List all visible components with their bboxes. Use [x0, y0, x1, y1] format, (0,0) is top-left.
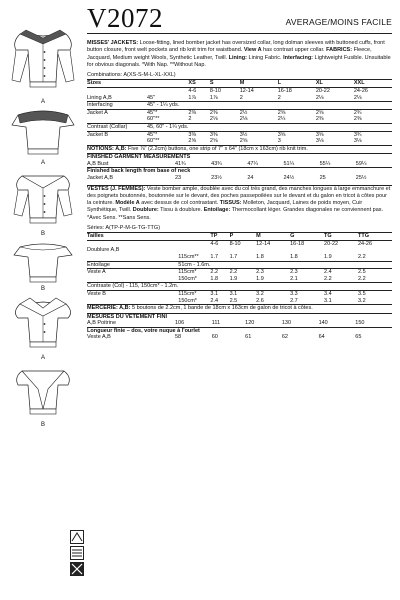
table-cell — [147, 320, 175, 327]
jacket-view-a-collar-sketch — [8, 296, 78, 361]
difficulty-label: AVERAGE/MOINS FACILE — [285, 17, 392, 27]
table-cell: 65 — [355, 334, 362, 341]
table-row — [87, 109, 392, 116]
table-cell — [188, 124, 210, 132]
fold-icons — [70, 530, 84, 578]
table-cell: 3 — [277, 138, 281, 145]
table-cell: 3.1 — [324, 297, 332, 304]
table-cell: 1⅞ — [209, 94, 218, 101]
table-cell: 60 — [211, 334, 218, 341]
table-cell: 2 — [277, 94, 281, 101]
table-cell — [87, 276, 178, 283]
table-cell — [256, 247, 290, 254]
table-row — [87, 247, 392, 254]
sketch-label: A — [40, 99, 45, 105]
table-cell — [316, 124, 354, 132]
table-cell: 3.5 — [358, 291, 392, 298]
table-cell: 20-22 — [315, 88, 330, 95]
entoilage-text: Thermocollant léger. Grandes diagonales ne conviennent pas. *Avec Sens. **Sans Sens. — [87, 207, 384, 221]
view-a-text: has contrast upper collar. — [261, 47, 325, 54]
table-cell: 3⅜ — [188, 131, 210, 138]
table-cell: 2.3 — [290, 269, 324, 276]
table-row — [87, 161, 392, 168]
table-cell: 140 — [318, 320, 328, 327]
table-cell — [278, 124, 316, 132]
table-cell: 60"** — [147, 116, 160, 123]
table-cell: P — [230, 233, 257, 241]
table-cell — [358, 247, 392, 254]
fold-icon-3 — [70, 562, 84, 576]
french-mercerie — [87, 304, 392, 312]
tissus-text: Molleton, Jacquard, Laines de poids moyen, Cuir Synthétique, Twill. — [87, 200, 363, 214]
table-cell: 25 — [319, 174, 326, 181]
table-cell: 60"** — [147, 138, 160, 145]
table-cell: M — [256, 233, 290, 241]
table-cell — [324, 261, 358, 269]
table-cell — [240, 102, 278, 110]
table-cell — [230, 261, 257, 269]
table-cell: 2½ — [240, 109, 278, 116]
table-cell: Finished back length from base of neck — [87, 168, 392, 175]
table-row — [87, 283, 392, 291]
jacket-view-b-back-sketch — [8, 241, 78, 292]
table-cell: A,B Poitrine — [87, 320, 117, 327]
table-row — [87, 240, 392, 247]
table-cell: 2.2 — [210, 269, 229, 276]
model-a-text: avec dessus de col contrastant. — [139, 200, 219, 207]
lining-text: Lining Fabric. — [246, 54, 282, 61]
table-cell: XS — [188, 80, 210, 88]
table-cell: Jacket A — [87, 109, 147, 116]
table-cell: 2⅛ — [239, 116, 248, 123]
table-cell: 2.4 — [210, 297, 219, 304]
table-cell: 2.2 — [324, 275, 332, 282]
table-cell — [290, 283, 324, 291]
fold-icon-2 — [70, 546, 84, 560]
table-cell: 4-6 — [210, 240, 219, 247]
table-cell: L — [278, 80, 316, 88]
table-cell: 43¾ — [211, 160, 222, 167]
table-cell: 8-10 — [229, 240, 241, 247]
table-row — [87, 131, 392, 138]
table-cell: 3⅜ — [210, 131, 240, 138]
table-cell: 2.2 — [357, 275, 366, 282]
table-cell — [354, 124, 392, 132]
english-notions — [87, 145, 392, 153]
table-cell: 115cm** — [178, 254, 199, 261]
table-cell: 2 — [188, 116, 192, 123]
english-title: MISSES' JACKETS: — [87, 40, 139, 46]
table-cell — [290, 247, 324, 254]
table-cell — [210, 102, 240, 110]
table-cell: TTG — [358, 233, 392, 241]
table-cell: MESURES DU VÊTEMENT FINI — [87, 313, 392, 320]
table-cell: 16-18 — [277, 88, 292, 95]
table-row — [87, 138, 392, 145]
table-cell: 111 — [211, 320, 221, 327]
table-cell: 51¼ — [283, 160, 295, 167]
table-cell: 3.1 — [210, 291, 229, 298]
table-cell: 1.8 — [290, 254, 298, 261]
table-cell — [188, 102, 210, 110]
pattern-back-text — [87, 40, 392, 341]
table-cell: 120 — [245, 320, 255, 327]
table-cell — [210, 283, 229, 291]
combinations-line: Combinations: A(XS-S-M-L-XL-XXL) — [87, 72, 176, 79]
table-cell: 3.1 — [230, 291, 257, 298]
table-cell — [316, 102, 354, 110]
table-row — [87, 254, 392, 261]
table-cell — [240, 124, 278, 132]
jacket-view-a-back-sketch — [8, 109, 78, 166]
view-a-label: View A — [242, 47, 262, 54]
table-cell: 45" - 1¼ yds. — [147, 102, 188, 110]
table-cell: 2⅝ — [239, 138, 248, 145]
table-row — [87, 116, 392, 123]
table-cell — [210, 261, 229, 269]
table-cell: 2⅛ — [315, 94, 324, 101]
mercerie-label: MERCERIE: A,B: — [87, 305, 131, 312]
sketch-label: A — [40, 355, 45, 361]
table-cell — [178, 233, 210, 241]
table-cell: 2⅝ — [188, 138, 197, 145]
table-cell: 115cm* — [178, 291, 210, 298]
table-cell: 2⅜ — [315, 116, 324, 123]
table-cell — [324, 247, 358, 254]
table-section-title — [87, 168, 392, 175]
tissus-label: TISSUS: — [218, 200, 242, 207]
notions-label: NOTIONS: A,B: — [87, 145, 127, 152]
table-cell — [147, 334, 175, 341]
table-cell — [147, 175, 175, 182]
table-cell — [178, 283, 210, 291]
table-cell: Veste A,B — [87, 334, 111, 341]
lining-label: Lining: — [227, 54, 247, 61]
table-cell: 12-14 — [256, 240, 271, 247]
table-cell — [87, 298, 178, 305]
english-description — [87, 40, 392, 69]
table-cell: 1⅞ — [188, 94, 197, 101]
table-cell: 3.2 — [256, 291, 290, 298]
table-row — [87, 298, 392, 305]
table-cell: Veste B — [87, 291, 178, 298]
table-cell: 23 — [175, 174, 182, 181]
table-cell: XXL — [354, 80, 392, 88]
header-divider — [87, 33, 392, 34]
table-cell — [210, 124, 240, 132]
notions-text: Five ⅞" (2.2cm) buttons, one strip of 7" x 64" (18cm x 163cm) rib knit trim. — [126, 145, 308, 152]
table-cell: 106 — [175, 320, 185, 327]
table-cell: 62 — [281, 334, 288, 341]
table-cell: Doublure A,B — [87, 247, 120, 254]
table-section-title — [87, 154, 392, 161]
table-cell — [210, 247, 229, 254]
entoilage-label: Entoilage: — [203, 207, 231, 214]
table-cell: 24-26 — [357, 240, 373, 247]
table-cell: 2.7 — [290, 297, 298, 304]
table-cell: 150cm* — [178, 297, 197, 304]
table-cell: Veste A — [87, 269, 178, 276]
table-cell — [87, 138, 147, 145]
table-cell: 2⅝ — [278, 109, 316, 116]
table-cell: 24½ — [283, 174, 295, 181]
fold-icon-1 — [70, 530, 84, 544]
table-cell: 1.9 — [324, 254, 332, 261]
table-cell: 1.9 — [256, 275, 264, 282]
french-title: VESTES (J. FEMMES): — [87, 185, 146, 192]
table-cell: 3⅛ — [315, 138, 324, 145]
table-cell — [358, 261, 392, 269]
table-cell: 2¾ — [354, 109, 392, 116]
table-row — [87, 261, 392, 269]
table-cell: 3.3 — [290, 291, 324, 298]
table-cell: 2⅝ — [209, 138, 218, 145]
french-description — [87, 185, 392, 222]
table-cell: Entoilage — [87, 261, 178, 269]
jacket-view-b-sketch — [8, 170, 78, 237]
table-cell: 3⅝ — [278, 131, 316, 138]
table-cell — [87, 240, 178, 247]
table-cell: 3.2 — [357, 297, 366, 304]
table-cell: Contrast (Collar) — [87, 124, 147, 132]
table-cell: 24 — [247, 174, 254, 181]
sketch-label: B — [40, 231, 45, 237]
table-row — [87, 124, 392, 132]
table-cell: TP — [210, 233, 229, 241]
table-cell: 150 — [355, 320, 365, 327]
table-cell — [230, 247, 257, 254]
doublure-label: Doublure: — [131, 207, 159, 214]
jacket-view-b-open-sketch — [8, 365, 78, 428]
table-cell: 2¼ — [277, 116, 286, 123]
table-cell: 1.9 — [229, 275, 238, 282]
table-cell: 45" — [147, 94, 156, 101]
table-cell: FINISHED GARMENT MEASUREMENTS — [87, 154, 392, 161]
table-cell: 55¼ — [319, 160, 331, 167]
table-cell — [178, 247, 210, 254]
table-row — [87, 175, 392, 182]
table-section-title — [87, 313, 392, 320]
mercerie-text: 5 boutons de 2.2cm, 1 bande de 18cm x 163cm de galon de tricot à côtes. — [130, 305, 313, 312]
sketch-label: B — [40, 286, 45, 292]
table-cell: 3½ — [240, 131, 278, 138]
table-cell: Tailles — [87, 233, 178, 241]
table-cell: Longueur finie – dos, votre nuque à l'ourlet — [87, 327, 392, 334]
series-line: Séries: A(TP-P-M-G-TG-TTG) — [87, 224, 161, 231]
table-cell: 47¼ — [247, 160, 259, 167]
table-cell: 2 — [239, 94, 243, 101]
fabrics-label: FABRICS: — [324, 47, 353, 54]
table-cell: 2.2 — [357, 254, 366, 261]
table-cell: 2.1 — [290, 275, 298, 282]
table-cell: 2.5 — [229, 297, 238, 304]
table-cell: G — [290, 233, 324, 241]
table-cell: 25½ — [355, 174, 367, 181]
table-cell: 45"* — [147, 131, 188, 138]
english-yardage-table — [87, 79, 392, 144]
table-cell: 2⅛ — [209, 116, 218, 123]
table-cell: 115cm* — [178, 269, 210, 276]
table-cell — [290, 261, 324, 269]
table-row — [87, 334, 392, 341]
table-cell: M — [240, 80, 278, 88]
table-row — [87, 233, 392, 241]
table-cell — [87, 254, 178, 261]
english-finished-table — [87, 153, 392, 181]
table-cell: 64 — [318, 334, 325, 341]
table-cell: 61 — [245, 334, 252, 341]
table-cell: Jacket B — [87, 131, 147, 138]
table-cell: A,B Bust — [87, 160, 109, 167]
table-row — [87, 80, 392, 88]
table-cell: 2⅛ — [353, 94, 362, 101]
table-cell: 3.4 — [324, 291, 358, 298]
table-cell: 23½ — [211, 174, 222, 181]
table-cell — [256, 261, 290, 269]
table-cell: 2.2 — [230, 269, 257, 276]
french-yardage-table — [87, 232, 392, 304]
table-cell — [278, 102, 316, 110]
table-cell: 8-10 — [209, 88, 221, 95]
table-cell — [147, 161, 175, 168]
table-cell: Jacket A,B — [87, 174, 113, 181]
table-cell: 150cm* — [178, 275, 197, 282]
table-cell: 1.7 — [210, 254, 219, 261]
table-row — [87, 320, 392, 327]
jacket-view-a-sketch — [8, 28, 78, 105]
english-description-text: Loose-fitting, lined bomber jacket has oversized collar, long dolman sleeves with buttoned cuffs, front button closure, front welt pockets and rib knit trim for waistband. — [87, 40, 385, 54]
table-cell: 24-26 — [353, 88, 368, 95]
table-cell: 12-14 — [239, 88, 254, 95]
table-cell: TG — [324, 233, 358, 241]
pattern-number: V2072 — [87, 3, 163, 33]
table-cell: 2⅜ — [188, 109, 210, 116]
table-cell — [87, 88, 147, 95]
table-cell — [87, 116, 147, 123]
table-cell: 51cm - 1.6m. — [178, 261, 211, 268]
table-cell: 1.8 — [256, 254, 264, 261]
sketch-label: B — [40, 422, 45, 428]
table-cell — [256, 283, 290, 291]
model-a-label: Modèle A — [113, 200, 140, 207]
table-cell — [230, 283, 257, 291]
table-cell: 2⅜ — [210, 109, 240, 116]
table-cell: 2.5 — [358, 269, 392, 276]
table-cell: 130 — [281, 320, 292, 327]
table-row — [87, 276, 392, 283]
table-cell — [147, 88, 188, 95]
table-cell — [354, 102, 392, 110]
table-cell: 2.6 — [256, 297, 264, 304]
sketch-label: A — [40, 160, 45, 166]
table-cell: Contraste (Col) - 115, 150cm* - 1.2m. — [87, 283, 179, 290]
table-cell: 45"* — [147, 109, 188, 116]
table-cell: 58 — [175, 334, 182, 341]
interfacing-label: Interfacing: — [283, 54, 314, 61]
french-finished-table — [87, 313, 392, 341]
table-cell: 2.3 — [256, 269, 290, 276]
interfacing-text: Lightweight Fusible. Unsuitable for obvious diagonals. *With Nap. **Without Nap. — [87, 54, 391, 68]
table-cell: 41¾ — [175, 160, 186, 167]
sketch-column — [8, 28, 78, 432]
table-row — [87, 95, 392, 102]
table-cell: 3⅛ — [353, 138, 362, 145]
fabrics-text: Fleece, Jacquard, Medium weight Wools, Synthetic Leather, Twill. — [87, 47, 372, 61]
table-row — [87, 102, 392, 110]
table-cell: 16-18 — [290, 240, 305, 247]
table-row — [87, 88, 392, 95]
table-cell: 45, 60" - 1¼ yds. — [147, 124, 189, 131]
french-description-text: Veste bomber ample, doublée avec du col très grand, des manches longues à large emmanchure et des poignets boutonnés, boutonnée sur le devant, des poches passepoilées sur le devant et du galon en tricot à côtes pour la ceinture. — [87, 185, 391, 207]
table-cell: 2⅝ — [316, 109, 354, 116]
table-section-title — [87, 327, 392, 334]
table-cell: Sizes — [87, 80, 147, 88]
table-cell: 20-22 — [324, 240, 339, 247]
table-cell — [147, 80, 188, 88]
table-row — [87, 291, 392, 298]
table-cell — [358, 283, 392, 291]
table-cell: Interfacing — [87, 102, 147, 110]
table-cell: 3¾ — [354, 131, 392, 138]
table-cell: 1.8 — [210, 275, 219, 282]
table-cell — [178, 240, 210, 247]
table-cell: 1.7 — [229, 254, 238, 261]
table-cell — [324, 283, 358, 291]
table-cell: 2.4 — [324, 269, 358, 276]
table-row — [87, 269, 392, 276]
table-cell: 3⅝ — [316, 131, 354, 138]
table-cell: Lining A,B — [87, 94, 112, 101]
table-cell: 2⅜ — [353, 116, 362, 123]
table-cell: 4-6 — [188, 88, 197, 95]
table-cell: 59¼ — [355, 160, 367, 167]
table-cell: XL — [316, 80, 354, 88]
doublure-text: Tissu à doublure. — [158, 207, 203, 214]
table-cell: S — [210, 80, 240, 88]
